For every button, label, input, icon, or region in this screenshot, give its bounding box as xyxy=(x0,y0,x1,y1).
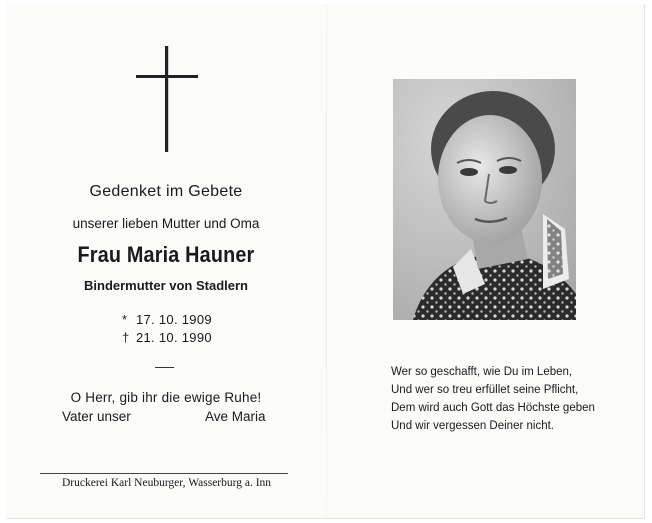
cross-icon xyxy=(136,46,198,154)
poem-line: Dem wird auch Gott das Höchste geben xyxy=(391,402,595,414)
dedication-text: unserer lieben Mutter und Oma xyxy=(72,216,260,231)
death-date: 21. 10. 1990 xyxy=(136,330,212,345)
portrait-illustration xyxy=(393,79,576,320)
printer-credit: Druckerei Karl Neuburger, Wasserburg a. Inn xyxy=(62,477,272,489)
printer-rule xyxy=(40,473,288,474)
birth-date: 17. 10. 1909 xyxy=(136,312,212,327)
poem xyxy=(391,363,595,435)
poem-line: Und wer so treu erfüllet seine Pflicht, xyxy=(391,384,579,396)
prayer-line: O Herr, gib ihr die ewige Ruhe! xyxy=(70,390,262,405)
prayer-ave-maria: Ave Maria xyxy=(205,409,266,424)
death-dagger-icon: † xyxy=(122,330,130,345)
poem-line: Wer so geschafft, wie Du im Leben, xyxy=(391,366,573,378)
birth-date-row xyxy=(122,312,212,327)
death-date-row xyxy=(122,330,212,345)
birth-star-icon: * xyxy=(122,312,128,327)
deceased-title: Bindermutter von Stadlern xyxy=(84,278,248,293)
card-fold-line xyxy=(326,4,327,518)
deceased-name: Frau Maria Hauner xyxy=(77,242,255,267)
divider-dash xyxy=(155,367,174,368)
heading: Gedenket im Gebete xyxy=(89,183,243,200)
prayer-vater-unser: Vater unser xyxy=(62,409,131,424)
portrait-photo xyxy=(393,79,576,320)
poem-line: Und wir vergessen Deiner nicht. xyxy=(391,420,554,432)
